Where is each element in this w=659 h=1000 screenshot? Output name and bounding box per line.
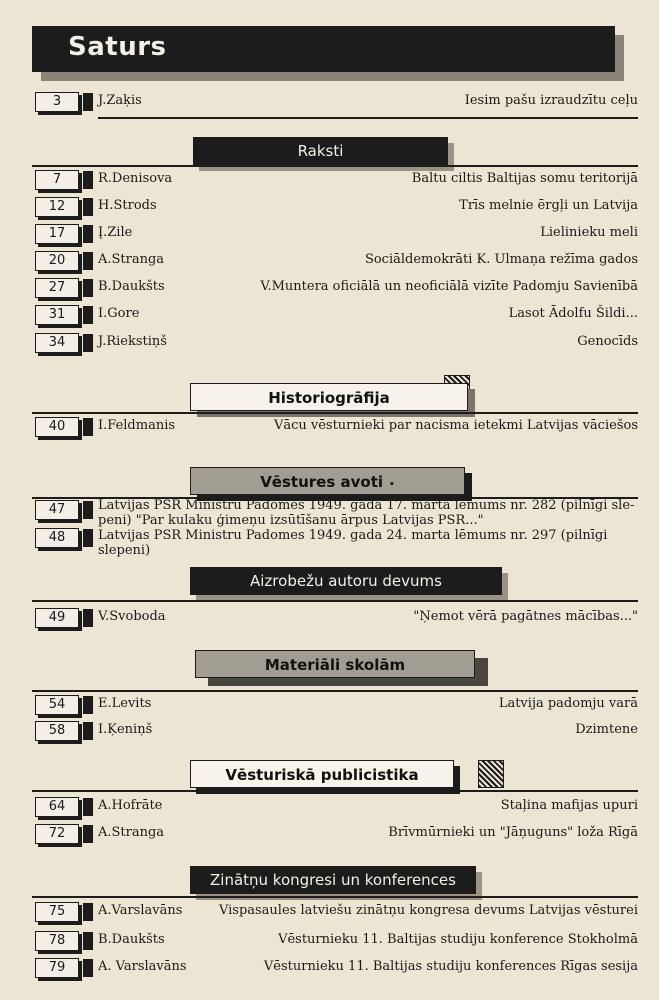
section-title: Historiogrāfija [268, 389, 390, 407]
page-number: 3 [35, 92, 79, 112]
article-title: Lasot Ādolfu Šildi... [508, 306, 638, 321]
toc-row[interactable] [32, 170, 638, 192]
article-title: Trīs melnie ērgļi un Latvija [459, 198, 638, 213]
toc-row[interactable] [32, 224, 638, 246]
row-tab-marker [83, 306, 93, 324]
article-author: A.Varslavāns [98, 903, 183, 918]
row-tab-marker [83, 722, 93, 740]
toc-row[interactable] [32, 721, 638, 743]
divider [32, 790, 638, 792]
article-author: A. Varslavāns [98, 959, 187, 974]
row-tab-marker [83, 932, 93, 950]
section-banner-kongresi [190, 866, 476, 894]
page-number: 72 [35, 824, 79, 844]
row-tab-marker [83, 93, 93, 111]
toc-row[interactable] [32, 278, 638, 300]
page-number: 47 [35, 500, 79, 520]
page-number: 40 [35, 417, 79, 437]
toc-row[interactable] [32, 197, 638, 219]
section-banner-avoti [190, 467, 465, 495]
article-title: Vēsturnieku 11. Baltijas studiju konferences Rīgas sesija [263, 959, 638, 974]
toc-row[interactable] [32, 608, 638, 630]
page-number: 34 [35, 333, 79, 353]
article-author: H.Strods [98, 198, 157, 213]
toc-row-intro[interactable] [32, 92, 638, 114]
toc-row[interactable] [32, 797, 638, 819]
section-banner-historiografija [190, 383, 468, 411]
section-title: Zinātņu kongresi un konferences [210, 871, 456, 889]
divider [32, 896, 638, 898]
page-number: 27 [35, 278, 79, 298]
toc-row[interactable] [32, 931, 638, 953]
page-number: 7 [35, 170, 79, 190]
divider [32, 690, 638, 692]
section-title: Raksti [297, 142, 344, 160]
article-title: Baltu ciltis Baltijas somu teritorijā [411, 171, 638, 186]
article-author: V.Svoboda [98, 609, 166, 624]
article-title: Latvija padomju varā [498, 696, 638, 711]
row-tab-marker [83, 501, 93, 519]
article-title: Lielinieku meli [540, 225, 638, 240]
toc-row[interactable] [32, 695, 638, 717]
article-author: I.Feldmanis [98, 418, 176, 433]
row-tab-marker [83, 225, 93, 243]
article-author: A.Hofrāte [98, 798, 163, 813]
toc-row[interactable] [32, 251, 638, 273]
banner-hatch-decoration [478, 760, 504, 788]
article-title: Sociāldemokrāti K. Ulmaņa režīma gados [364, 252, 638, 267]
page-number: 58 [35, 721, 79, 741]
row-tab-marker [83, 198, 93, 216]
article-title: Vispasaules latviešu zinātņu kongresa devums Latvijas vēsturei [218, 903, 638, 918]
page-number: 48 [35, 528, 79, 548]
article-title: Staļina mafijas upuri [500, 798, 638, 813]
section-banner-raksti [193, 137, 448, 165]
toc-entry-text [98, 528, 638, 558]
article-title: "Ņemot vērā pagātnes mācības..." [413, 609, 638, 624]
article-title: Genocīds [577, 334, 638, 349]
page-number: 64 [35, 797, 79, 817]
page-number: 79 [35, 958, 79, 978]
row-tab-marker [83, 798, 93, 816]
article-author: J.Zaķis [98, 93, 142, 108]
toc-row[interactable] [32, 824, 638, 846]
section-banner-publicistika [190, 760, 454, 788]
article-title: Brīvmūrnieki un "Jāņuguns" loža Rīgā [388, 825, 638, 840]
article-title: V.Muntera oficiālā un neoficiālā vizīte Padomju Savienībā [260, 279, 638, 294]
toc-row[interactable] [32, 417, 638, 439]
row-tab-marker [83, 171, 93, 189]
divider [32, 412, 638, 414]
page-number: 31 [35, 305, 79, 325]
divider [98, 117, 638, 119]
toc-row[interactable] [32, 902, 638, 924]
toc-row[interactable] [32, 305, 638, 327]
page-number: 12 [35, 197, 79, 217]
entry-line: Latvijas PSR Ministru Padomes 1949. gada 24. marta lēmums nr. 297 (pilnīgi [98, 528, 608, 543]
row-tab-marker [83, 959, 93, 977]
section-banner-aizrobezu [190, 567, 502, 595]
row-tab-marker [83, 529, 93, 547]
entry-line: peni) "Par kulaku ģimeņu izsūtīšanu ārpus Latvijas PSR..." [98, 513, 484, 528]
article-author: B.Daukšts [98, 932, 165, 947]
row-tab-marker [83, 418, 93, 436]
article-title: Vācu vēsturnieki par nacisma ietekmi Latvijas vāciešos [273, 418, 638, 433]
page-number: 54 [35, 695, 79, 715]
entry-line: slepeni) [98, 543, 151, 558]
section-title: Aizrobežu autoru devums [250, 572, 442, 590]
article-author: R.Denisova [98, 171, 173, 186]
article-author: I.Ķeniņš [98, 722, 153, 737]
toc-row[interactable] [32, 333, 638, 355]
page-title: Saturs [68, 32, 167, 62]
section-title: Vēsturiskā publicistika [225, 766, 419, 784]
toc-entry-text [98, 498, 638, 528]
article-title: Vēsturnieku 11. Baltijas studiju konference Stokholmā [278, 932, 638, 947]
row-tab-marker [83, 334, 93, 352]
row-tab-marker [83, 279, 93, 297]
section-title: Materiāli skolām [264, 656, 406, 674]
row-tab-marker [83, 609, 93, 627]
article-author: E.Levits [98, 696, 152, 711]
article-author: Į.Zile [98, 225, 133, 240]
section-banner-skolam [195, 650, 475, 678]
article-title: Iesim pašu izraudzītu ceļu [464, 93, 638, 108]
row-tab-marker [83, 696, 93, 714]
article-author: I.Gore [98, 306, 140, 321]
section-title: Vēstures avoti [260, 473, 384, 491]
article-author: B.Daukšts [98, 279, 165, 294]
row-tab-marker [83, 903, 93, 921]
toc-row[interactable] [32, 958, 638, 980]
article-author: A.Stranga [98, 825, 165, 840]
bullet-mark: • [389, 480, 395, 490]
divider [32, 600, 638, 602]
page-number: 49 [35, 608, 79, 628]
main-header [32, 26, 615, 72]
page-number: 20 [35, 251, 79, 271]
article-author: J.Riekstiņš [98, 334, 167, 349]
page-number: 78 [35, 931, 79, 951]
divider [32, 165, 638, 167]
entry-line: Latvijas PSR Ministru Padomes 1949. gada 17. marta lēmums nr. 282 (pilnīgi sle- [98, 498, 635, 513]
page-number: 75 [35, 902, 79, 922]
article-author: A.Stranga [98, 252, 165, 267]
page-number: 17 [35, 224, 79, 244]
article-title: Dzimtene [575, 722, 638, 737]
row-tab-marker [83, 825, 93, 843]
row-tab-marker [83, 252, 93, 270]
